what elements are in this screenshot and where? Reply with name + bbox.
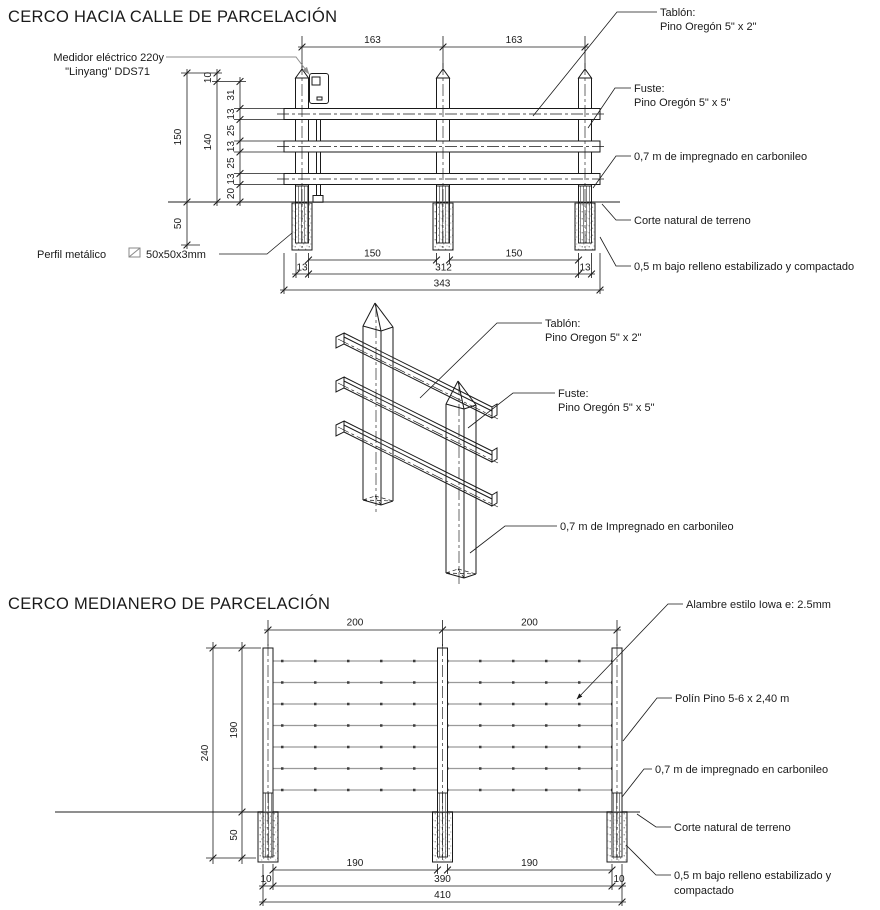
- dim-label: 410: [434, 890, 451, 901]
- square-profile-icon: [129, 248, 140, 257]
- leader-corte-2: [637, 814, 671, 827]
- dim-label: 31: [226, 89, 237, 101]
- label-relleno-2-line2: compactado: [674, 885, 734, 897]
- dim-label: 240: [200, 744, 211, 762]
- dim-bottom-2: [259, 858, 626, 906]
- dim-label: 150: [505, 248, 523, 260]
- leader-iso-tablon: [420, 323, 542, 398]
- dim-label: 343: [433, 278, 451, 290]
- drawing2: [8, 594, 832, 906]
- dim-label: 13: [226, 108, 237, 120]
- label-iso-fuste-1: Fuste:: [558, 388, 589, 400]
- iso-post-left: [363, 303, 393, 512]
- leader-iso-impregnado: [470, 526, 557, 553]
- label-relleno-2-line1: 0,5 m bajo relleno estabilizado y: [674, 870, 832, 882]
- dim-label: 140: [203, 133, 214, 151]
- leader-relleno-2: [626, 845, 671, 875]
- dim-label: 150: [173, 128, 184, 146]
- dim-label: 163: [364, 35, 381, 46]
- leader-corte: [602, 204, 631, 220]
- label-alambre: Alambre estilo Iowa e: 2.5mm: [686, 599, 831, 611]
- leader-impregnado-2: [622, 769, 652, 797]
- label-medidor-2: "Linyang" DDS71: [65, 66, 150, 78]
- dim-label: 10: [203, 71, 214, 84]
- impregnated-zones: [296, 186, 592, 243]
- label-tablon-2: Pino Oregón 5" x 2": [660, 21, 757, 33]
- label-perfil-suffix: 50x50x3mm: [146, 249, 206, 261]
- dim-label: 50: [173, 217, 184, 230]
- fence-rails: [277, 109, 606, 185]
- label-iso-tablon-1: Tablón:: [545, 318, 581, 330]
- label-corte: Corte natural de terreno: [634, 215, 751, 227]
- dim-label: 13: [226, 140, 237, 153]
- dim-label: 13: [579, 262, 591, 274]
- metal-profile: [313, 108, 323, 202]
- label-fuste-1: Fuste:: [634, 83, 665, 95]
- drawing1-title: CERCO HACIA CALLE DE PARCELACIÓN: [8, 8, 338, 26]
- leader-medidor: [166, 57, 309, 74]
- label-medidor-1: Medidor eléctrico 220y: [53, 52, 164, 64]
- dim-label: 25: [226, 157, 237, 169]
- dim-label: 190: [346, 858, 364, 869]
- dim-left: [173, 69, 284, 249]
- label-tablon-1: Tablón:: [660, 7, 696, 19]
- drawing1: [8, 7, 854, 294]
- dim-label: 50: [229, 829, 240, 841]
- dim-label: 390: [434, 874, 451, 885]
- label-iso-tablon-2: Pino Oregon 5" x 2": [545, 332, 642, 344]
- dim-label: 200: [521, 617, 538, 629]
- label-impregnado-2: 0,7 m de impregnado en carbonileo: [655, 764, 829, 776]
- drawing2-title: CERCO MEDIANERO DE PARCELACIÓN: [8, 595, 331, 613]
- label-perfil-prefix: Perfil metálico: [37, 249, 107, 261]
- dim-label: 190: [521, 858, 538, 869]
- leader-relleno: [600, 237, 631, 266]
- dim-label: 312: [435, 262, 452, 274]
- label-relleno: 0,5 m bajo relleno estabilizado y compactado: [634, 261, 855, 273]
- label-polin: Polín Pino 5-6 x 2,40 m: [675, 693, 790, 705]
- dim-label: 10: [613, 874, 625, 885]
- label-iso-fuste-2: Pino Oregón 5" x 5": [558, 402, 655, 414]
- dim-label: 190: [229, 721, 240, 739]
- dim-top: [298, 35, 589, 68]
- label-impregnado: 0,7 m de impregnado en carbonileo: [634, 151, 808, 163]
- post-centerlines-2: [268, 644, 617, 860]
- label-corte-2: Corte natural de terreno: [674, 822, 791, 834]
- leader-polin: [623, 698, 672, 741]
- dim-label: 150: [364, 248, 381, 260]
- dim-label: 20: [226, 187, 237, 200]
- label-fuste-2: Pino Oregón 5" x 5": [634, 97, 731, 109]
- electric-meter-box: [310, 74, 329, 104]
- dim-label: 163: [505, 35, 523, 46]
- iso-rails: [336, 333, 498, 507]
- leader-perfil: [219, 233, 292, 254]
- leader-alambre: [577, 604, 683, 699]
- dim-label: 25: [226, 124, 237, 137]
- dim-left-2: [200, 642, 261, 864]
- dim-label: 200: [346, 617, 364, 629]
- iso-callouts: [420, 318, 734, 553]
- dim-label: 13: [296, 262, 308, 274]
- dim-label: 10: [260, 874, 272, 885]
- dim-label: 13: [226, 173, 237, 185]
- label-iso-impregnado: 0,7 m de Impregnado en carbonileo: [560, 521, 734, 533]
- isometric-view: [336, 303, 734, 585]
- leader-iso-fuste: [468, 393, 555, 428]
- dim-bottom: [280, 249, 604, 295]
- dim-top-2: [264, 618, 621, 647]
